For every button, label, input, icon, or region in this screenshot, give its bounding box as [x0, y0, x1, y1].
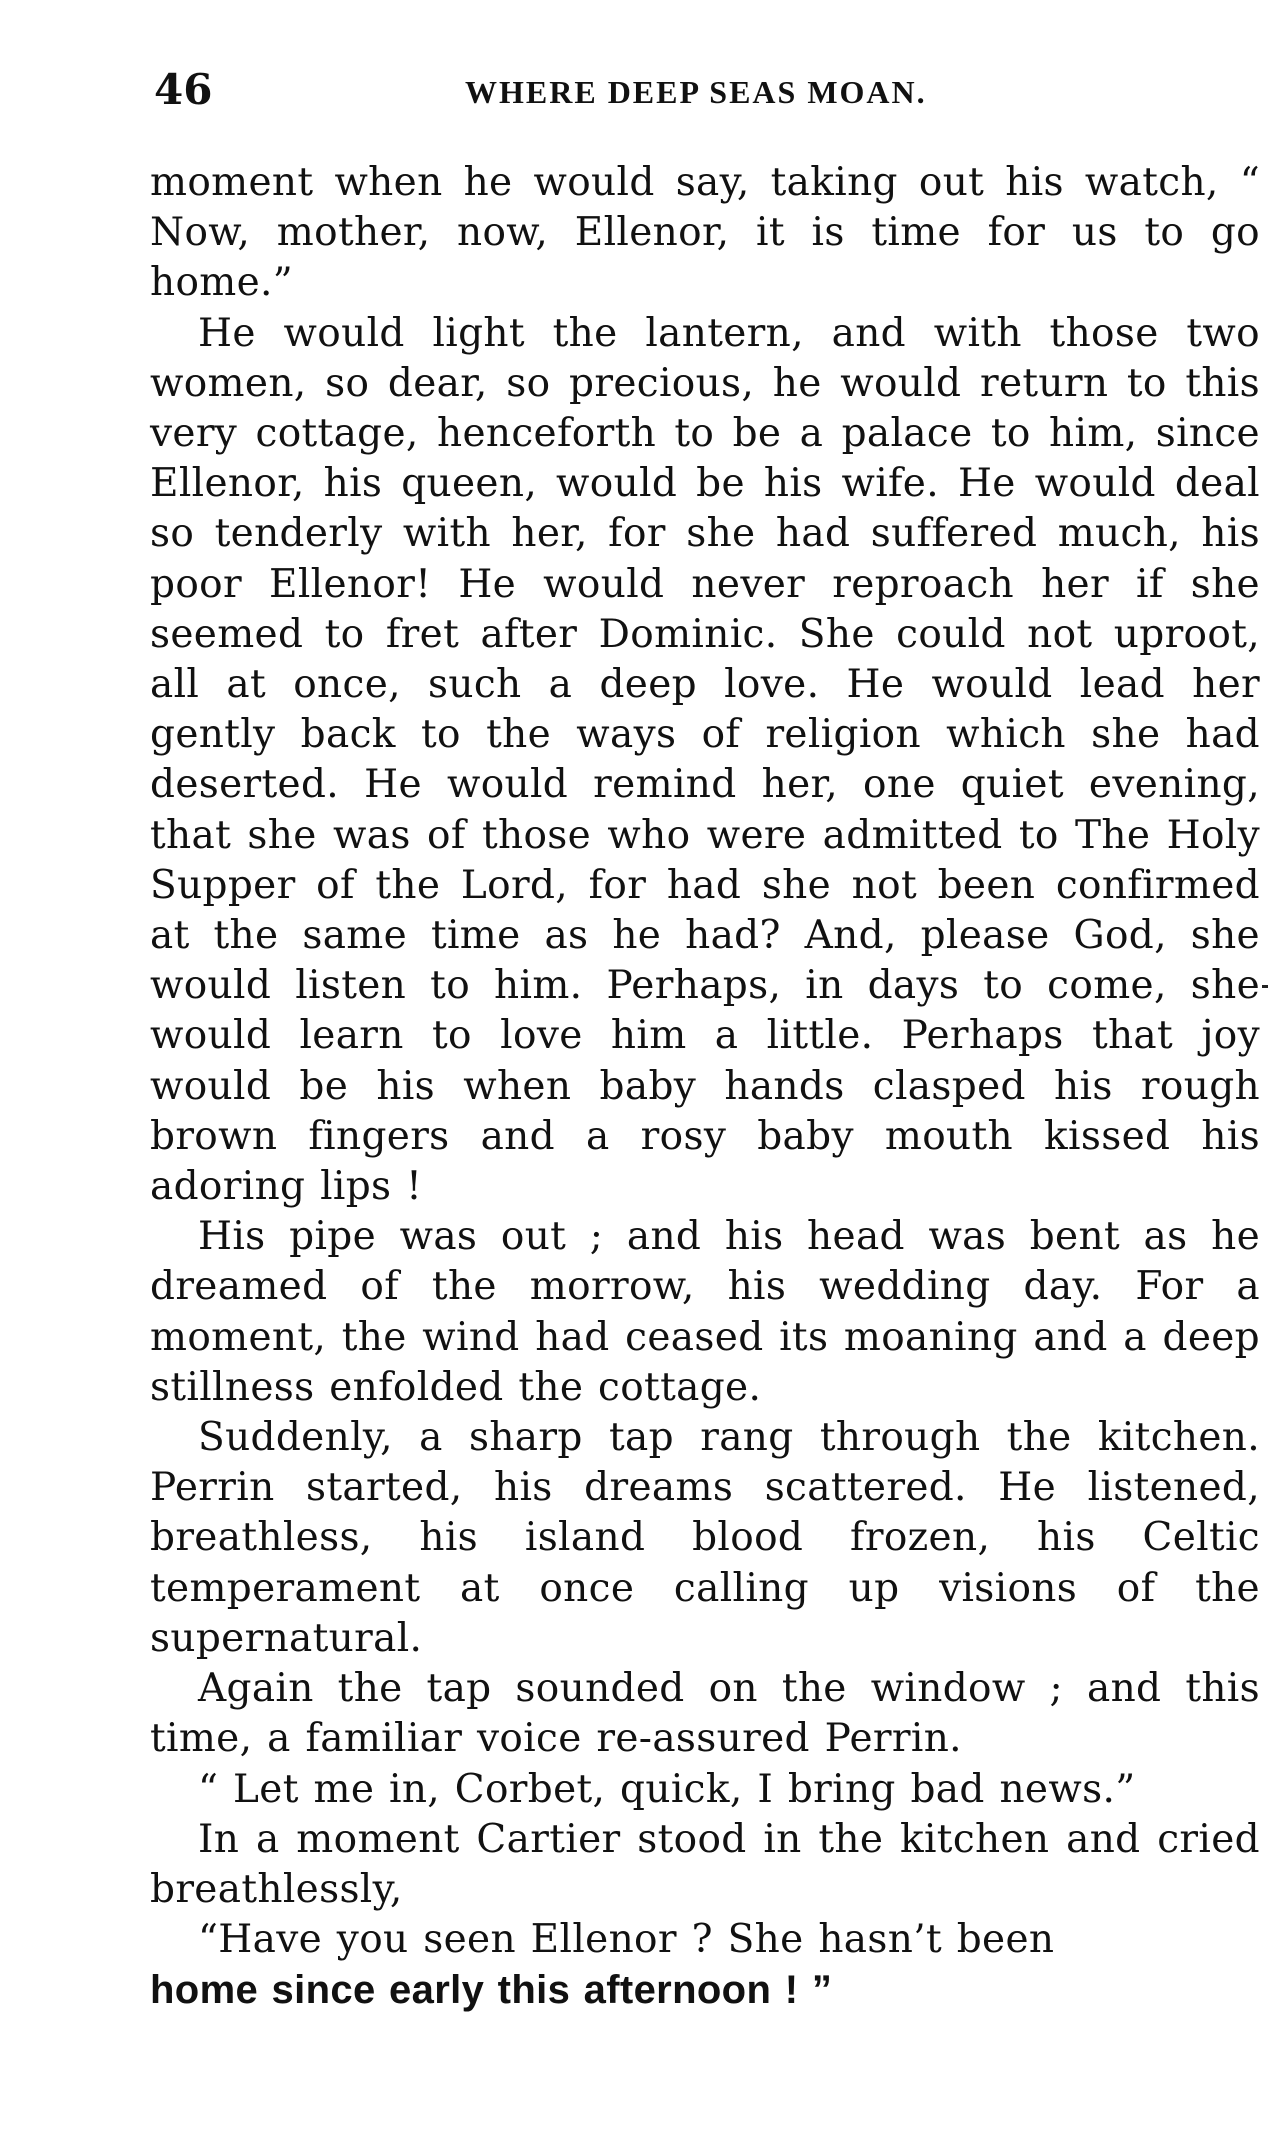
paragraph-7: In a moment Cartier stood in the kitchen and cried breathlessly, [150, 1816, 1260, 1912]
paragraph-4: Suddenly, a sharp tap rang through the kitchen. Perrin started, his dreams scattered. He listened, breathless, his island blood frozen, his Celtic temperament at once calling up visions of the supernatural. [150, 1415, 1260, 1661]
paragraph-8 [150, 1915, 1260, 2016]
paragraph-8-line-2: home since early this afternoon ! ” [150, 1968, 833, 2013]
paragraph-3: His pipe was out ; and his head was bent as he dreamed of the morrow, his wedding day. For a moment, the wind had ceased its moaning and a deep stillness enfolded the cottage. [150, 1214, 1260, 1410]
margin-mark [1262, 985, 1268, 988]
paragraph-2: He would light the lantern, and with those two women, so dear, so precious, he would return to this very cottage, henceforth to be a palace to him, since Ellenor, his queen, would be his wife. He would deal so tenderly with her, for she had suffered much, his poor Ellenor! He would never reproach her if she seemed to fret after Dominic. She could not uproot, all at once, such a deep love. He would lead her gently back to the ways of religion which she had deserted. He would remind her, one quiet evening, that she was of those who were admitted to The Holy Supper of the Lord, for had she not been confirmed at the same time as he had? And, please God, she would listen to him. Perhaps, in days to come, she would learn to love him a little. Perhaps that joy would be his when baby hands clasped his rough brown fingers and a rosy baby mouth kissed his adoring lips ! [150, 310, 1260, 1210]
page-number: 46 [154, 65, 213, 114]
paragraph-8-line-1: “Have you seen Ellenor ? She hasn’t been [198, 1917, 1055, 1963]
running-head [150, 62, 1260, 122]
body-text [150, 158, 1260, 2017]
paragraph-6: “ Let me in, Corbet, quick, I bring bad news.” [198, 1766, 1136, 1812]
paragraph-1: moment when he would say, taking out his watch, “ Now, mother, now, Ellenor, it is time for us to go home.” [150, 160, 1260, 306]
paragraph-5: Again the tap sounded on the window ; and this time, a familiar voice re-assured Perrin. [150, 1666, 1260, 1762]
running-title: WHERE DEEP SEAS MOAN. [465, 74, 927, 110]
